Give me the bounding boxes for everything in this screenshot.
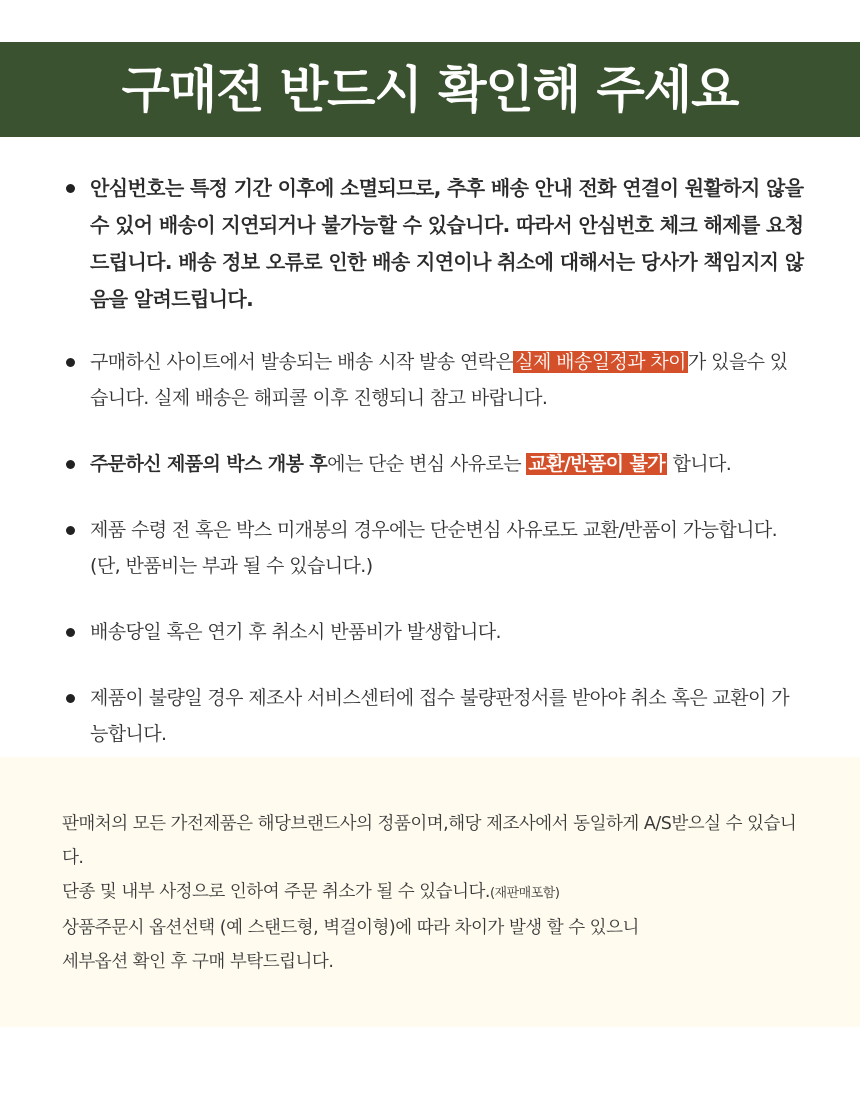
notice-list [60, 170, 805, 782]
notice-item-box-opened [60, 446, 805, 482]
info-text-main: 단종 및 내부 사정으로 인하여 주문 취소가 될 수 있습니다. [62, 882, 490, 902]
notice-item-defect [60, 680, 805, 752]
bullet-icon [66, 628, 75, 637]
highlight-text: 실제 배송일정과 차이 [515, 351, 686, 373]
bullet-icon [66, 460, 75, 469]
notice-text: 안심번호는 특정 기간 이후에 소멸되므로, 추후 배송 안내 전화 연결이 원활하지 않을 수 있어 배송이 지연되거나 불가능할 수 있습니다. 따라서 안심번호 체크 해제를 요청드립니다. 배송 정보 오류로 인한 배송 지연이나 취소에 대해서는 당사가 책임지지 않음을 알려드립니다. [90, 176, 804, 311]
bullet-icon [66, 694, 75, 703]
notice-item-unopened-return [60, 512, 805, 584]
highlight-text: 교환/반품이 불가 [528, 453, 666, 475]
bullet-icon [66, 184, 75, 193]
notice-text: 배송당일 혹은 연기 후 취소시 반품비가 발생합니다. [90, 621, 501, 643]
notice-item-cancel-fee [60, 614, 805, 650]
bullet-icon [66, 358, 75, 367]
header-banner [0, 42, 860, 137]
info-line-confirm: 세부옵션 확인 후 구매 부탁드립니다. [62, 952, 334, 972]
notice-text: 제품 수령 전 혹은 박스 미개봉의 경우에는 단순변심 사유로도 교환/반품이 가능합니다. (단, 반품비는 부과 될 수 있습니다.) [90, 519, 778, 577]
page-title: 구매전 반드시 확인해 주세요 [121, 60, 739, 119]
info-line-genuine: 판매처의 모든 가전제품은 해당브랜드사의 정품이며,해당 제조사에서 동일하게 A/S받으실 수 있습니다. [62, 814, 797, 868]
notice-text: 가 있을수 있습니다. 실제 배송은 해피콜 이후 진행되니 참고 바랍니다. [90, 351, 788, 409]
info-line-discontinued [62, 875, 807, 911]
info-line-options: 상품주문시 옵션선택 (예 스탠드형, 벽걸이형)에 따라 차이가 발생 할 수 있으니 [62, 918, 639, 938]
notice-text: 에는 단순 변심 사유로는 [327, 453, 521, 475]
bold-text: 주문하신 제품의 박스 개봉 후 [90, 453, 328, 475]
notice-text: 제품이 불량일 경우 제조사 서비스센터에 접수 불량판정서를 받아야 취소 혹은 교환이 가능합니다. [90, 687, 789, 745]
info-text-small: (재판매포함) [489, 886, 560, 901]
info-box [0, 757, 860, 1027]
bullet-icon [66, 526, 75, 535]
notice-item-shipping-schedule [60, 344, 805, 416]
notice-text: 구매하신 사이트에서 발송되는 배송 시작 발송 연락은 [90, 351, 514, 373]
notice-item-safe-number [60, 170, 805, 318]
info-text [62, 807, 807, 979]
notice-text: 합니다. [667, 453, 732, 475]
